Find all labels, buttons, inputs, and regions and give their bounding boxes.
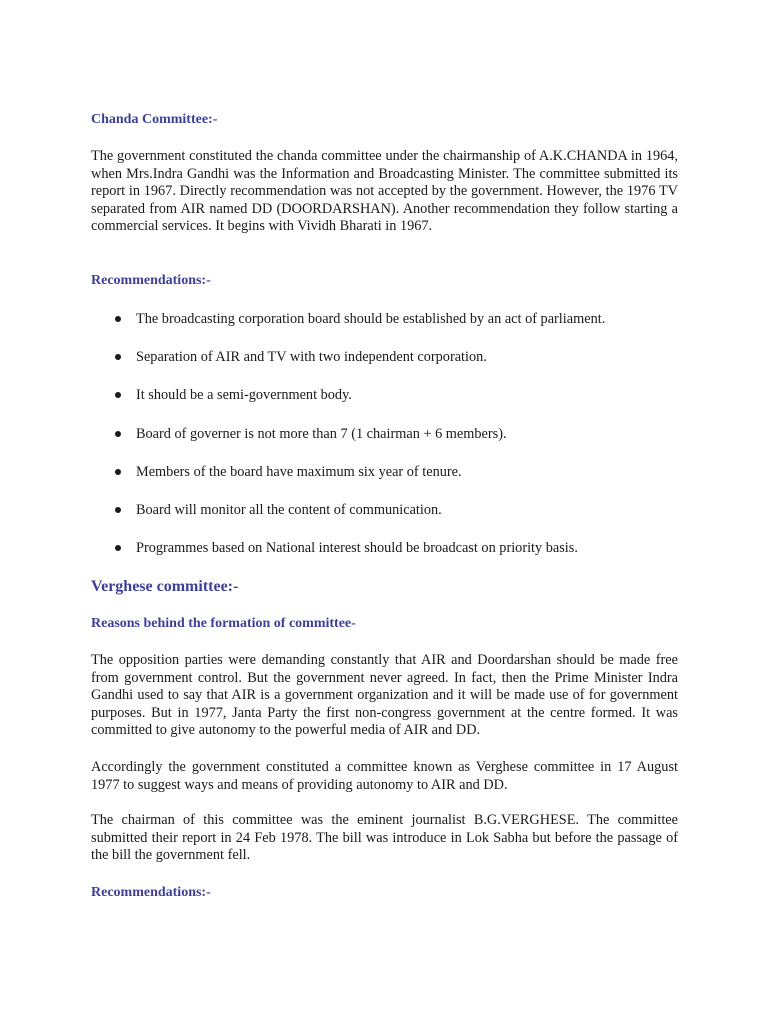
recommendation-item [91, 349, 678, 387]
bullet-icon [115, 392, 121, 398]
recommendation-text: Board of governer is not more than 7 (1 chairman + 6 members). [136, 425, 507, 442]
recommendation-item [91, 540, 678, 578]
verghese-paragraph-3: The chairman of this committee was the eminent journalist B.G.VERGHESE. The committee submitted their report in 24 Feb 1978. The bill was introduce in Lok Sabha but before the passage of the bill the government fell. [91, 812, 678, 864]
chanda-recommendations-heading: Recommendations:- [91, 273, 211, 288]
recommendation-text: Separation of AIR and TV with two independent corporation. [136, 349, 487, 366]
verghese-reasons-heading: Reasons behind the formation of committee- [91, 616, 356, 631]
bullet-icon [115, 507, 121, 513]
verghese-paragraph-1: The opposition parties were demanding constantly that AIR and Doordarshan should be made free from government control. But the government never agreed. In fact, then the Prime Minister Indra Gandhi used to say that AIR is a government organization and it will be made use of for government purposes. But in 1977, Janta Party the first non-congress government at the centre formed. It was committed to give autonomy to the powerful media of AIR and DD. [91, 652, 678, 739]
bullet-icon [115, 354, 121, 360]
recommendation-text: The broadcasting corporation board should be established by an act of parliament. [136, 311, 606, 327]
verghese-recommendations-heading: Recommendations:- [91, 885, 211, 900]
verghese-committee-heading: Verghese committee:- [91, 578, 239, 595]
chanda-committee-heading: Chanda Committee:- [91, 112, 218, 127]
recommendation-text: Programmes based on National interest should be broadcast on priority basis. [136, 540, 578, 557]
recommendation-text: It should be a semi-government body. [136, 387, 352, 404]
recommendation-item [91, 311, 678, 349]
chanda-committee-paragraph: The government constituted the chanda committee under the chairmanship of A.K.CHANDA in 1964, when Mrs.Indra Gandhi was the Information and Broadcasting Minister. The committee submitted its report in 1967. Directly recommendation was not accepted by the government. However, the 1976 TV separated from AIR named DD (DOORDARSHAN). Another recommendation they follow starting a commercial services. It begins with Vividh Bharati in 1967. [91, 148, 678, 235]
recommendation-item [91, 426, 678, 464]
recommendation-item [91, 464, 678, 502]
recommendation-text: Board will monitor all the content of communication. [136, 501, 442, 518]
recommendation-item [91, 502, 678, 540]
bullet-icon [115, 469, 121, 475]
recommendation-item [91, 387, 678, 425]
bullet-icon [115, 545, 121, 551]
chanda-recommendations-list [91, 311, 678, 578]
bullet-icon [115, 316, 121, 322]
bullet-icon [115, 431, 121, 437]
recommendation-text: Members of the board have maximum six year of tenure. [136, 463, 462, 480]
verghese-paragraph-2: Accordingly the government constituted a committee known as Verghese committee in 17 August 1977 to suggest ways and means of providing autonomy to AIR and DD. [91, 759, 678, 793]
